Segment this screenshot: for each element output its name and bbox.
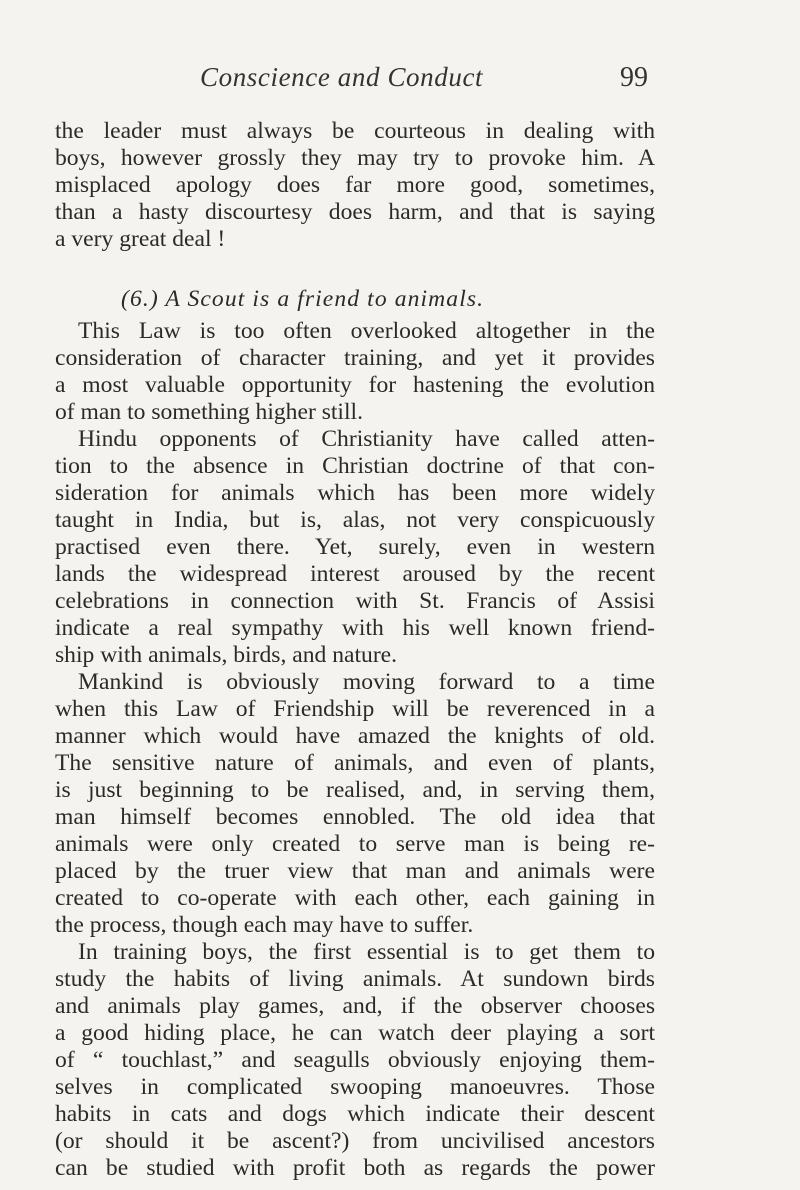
text-line: the process, though each may have to suffer. — [55, 912, 474, 938]
text-line: the leader must always be courteous in dealing with — [55, 118, 655, 144]
section-heading: (6.) A Scout is a friend to animals. — [121, 286, 485, 312]
running-title: Conscience and Conduct — [200, 62, 484, 92]
text-line: study the habits of living animals. At sundown birds — [55, 966, 655, 992]
paragraph-4 — [55, 939, 655, 1182]
text-line: animals were only created to serve man is being re- — [55, 831, 655, 857]
text-line: can be studied with profit both as regards the power — [55, 1155, 655, 1181]
text-line: consideration of character training, and yet it provides — [55, 345, 655, 371]
text-line: man himself becomes ennobled. The old idea that — [55, 804, 655, 830]
text-line: of man to something higher still. — [55, 399, 363, 425]
text-line: Mankind is obviously moving forward to a time — [78, 669, 655, 695]
text-line: This Law is too often overlooked altogether in the — [78, 318, 655, 344]
text-line: placed by the truer view that man and animals were — [55, 858, 655, 884]
text-line: and animals play games, and, if the observer chooses — [55, 993, 655, 1019]
text-line: habits in cats and dogs which indicate their descent — [55, 1101, 655, 1127]
text-line: The sensitive nature of animals, and even of plants, — [55, 750, 655, 776]
text-line: misplaced apology does far more good, sometimes, — [55, 172, 655, 198]
paragraph-2 — [55, 426, 655, 669]
text-line: sideration for animals which has been more widely — [55, 480, 655, 506]
text-line: is just beginning to be realised, and, in serving them, — [55, 777, 655, 803]
text-line: (or should it be ascent?) from uncivilised ancestors — [55, 1128, 655, 1154]
text-line: tion to the absence in Christian doctrine of that con- — [55, 453, 655, 479]
text-line: selves in complicated swooping manoeuvres. Those — [55, 1074, 655, 1100]
text-line: when this Law of Friendship will be reverenced in a — [55, 696, 655, 722]
text-line: taught in India, but is, alas, not very conspicuously — [55, 507, 655, 533]
page-body — [55, 118, 655, 1182]
text-line: manner which would have amazed the knights of old. — [55, 723, 655, 749]
paragraph-3 — [55, 669, 655, 939]
text-line: a most valuable opportunity for hastening the evolution — [55, 372, 655, 398]
paragraph-intro — [55, 118, 655, 253]
text-line: ship with animals, birds, and nature. — [55, 642, 398, 668]
text-line: Hindu opponents of Christianity have called atten- — [78, 426, 655, 452]
text-line: a good hiding place, he can watch deer playing a sort — [55, 1020, 655, 1046]
text-line: created to co-operate with each other, each gaining in — [55, 885, 655, 911]
page-number: 99 — [620, 62, 648, 93]
paragraph-1 — [55, 318, 655, 426]
text-line: of “ touchlast,” and seagulls obviously enjoying them- — [55, 1047, 655, 1073]
text-line: lands the widespread interest aroused by the recent — [55, 561, 655, 587]
text-line: indicate a real sympathy with his well known friend- — [55, 615, 655, 641]
text-line: practised even there. Yet, surely, even in western — [55, 534, 655, 560]
text-line: In training boys, the first essential is to get them to — [78, 939, 655, 965]
running-head — [112, 62, 648, 98]
text-line: celebrations in connection with St. Francis of Assisi — [55, 588, 655, 614]
text-line: than a hasty discourtesy does harm, and that is saying — [55, 199, 655, 225]
text-line: boys, however grossly they may try to provoke him. A — [55, 145, 655, 171]
text-line: a very great deal ! — [55, 226, 226, 252]
